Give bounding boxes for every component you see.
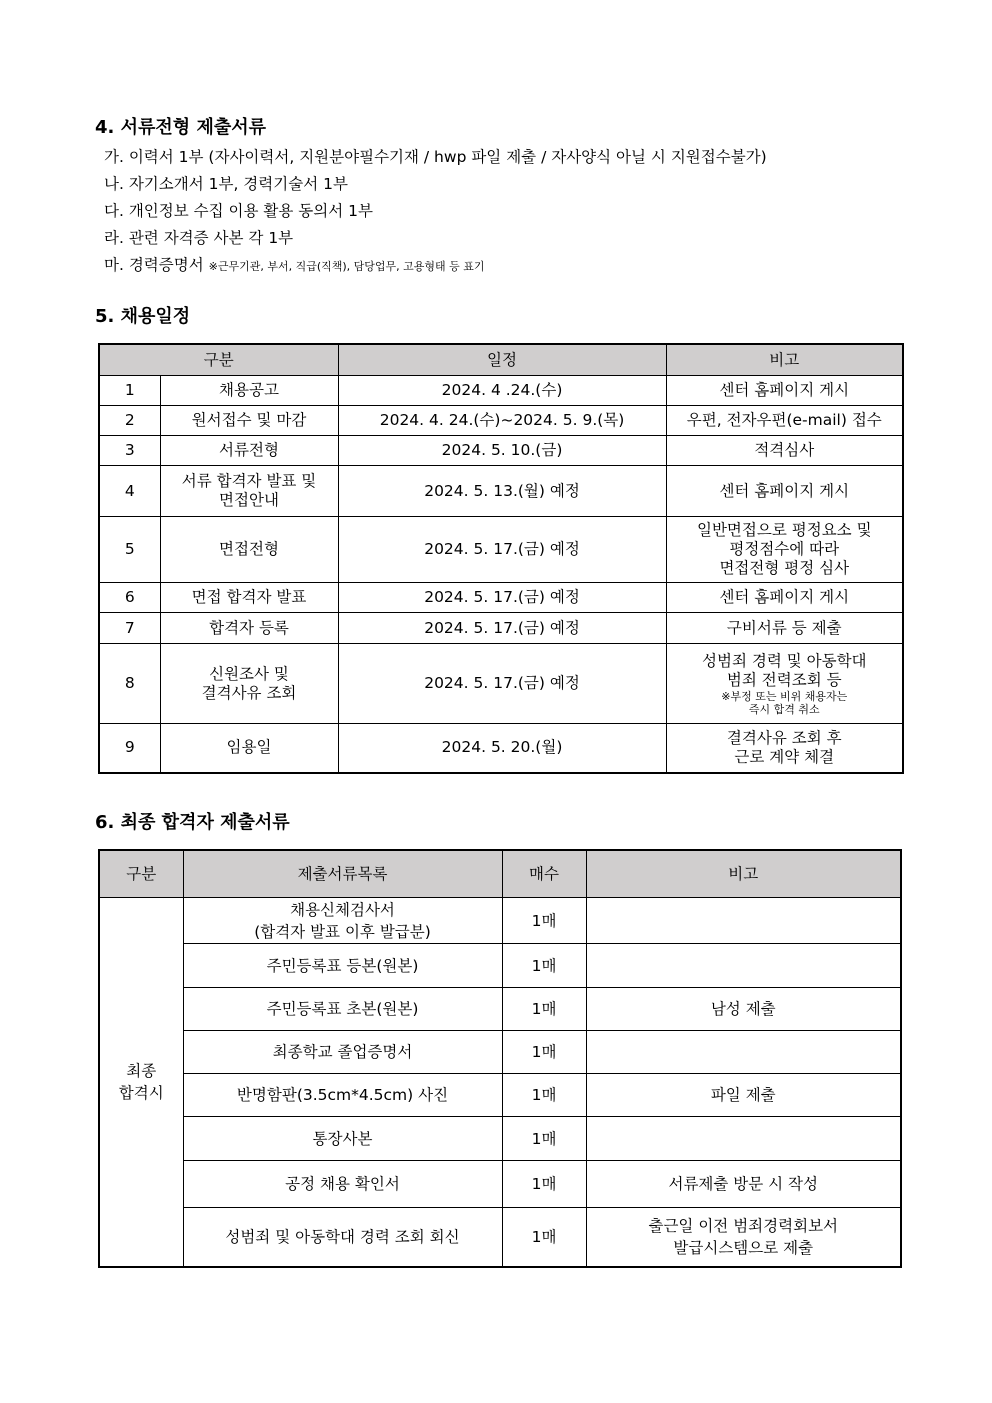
document-line: 반명함판(3.5cm*4.5cm) 사진 xyxy=(236,1086,449,1104)
document-count: 1매 xyxy=(502,1117,586,1161)
document-count: 1매 xyxy=(502,1031,586,1074)
document-name xyxy=(183,988,502,1031)
table-row xyxy=(99,517,903,583)
list-item-text: 가. 이력서 1부 (자사이력서, 지원분야필수기재 / hwp 파일 제출 / 자사양식 아닐 시 지원접수불가) xyxy=(104,148,767,166)
document-note xyxy=(586,1031,901,1074)
table-row xyxy=(99,898,901,944)
document-note-line: 출근일 이전 범죄경력회보서 xyxy=(648,1216,839,1235)
row-note xyxy=(666,376,903,406)
row-item xyxy=(160,583,338,613)
schedule-body xyxy=(99,376,903,773)
row-note-line: 적격심사 xyxy=(754,441,815,459)
row-item-line: 신원조사 및 xyxy=(209,664,289,683)
header-note: 비고 xyxy=(666,344,903,376)
row-item-line: 원서접수 및 마감 xyxy=(191,411,307,429)
row-note-line: 우편, 전자우편(e-mail) 접수 xyxy=(686,411,882,429)
row-date: 2024. 5. 20.(월) xyxy=(338,724,666,773)
document-line: 성범죄 및 아동학대 경력 조회 회신 xyxy=(225,1227,460,1246)
document-note xyxy=(586,898,901,944)
row-date: 2024. 5. 13.(월) 예정 xyxy=(338,466,666,517)
list-item xyxy=(104,253,767,280)
category-line: 합격시 xyxy=(118,1083,164,1102)
document-count: 1매 xyxy=(502,944,586,988)
documents-table xyxy=(98,849,902,1268)
row-note xyxy=(666,613,903,644)
document-name xyxy=(183,1117,502,1161)
row-note xyxy=(666,517,903,583)
list-item xyxy=(104,172,767,199)
document-count: 1매 xyxy=(502,1074,586,1117)
row-number: 8 xyxy=(99,644,160,724)
table-row xyxy=(99,406,903,436)
section6-title: 6. 최종 합격자 제출서류 xyxy=(95,812,290,833)
document-note xyxy=(586,944,901,988)
category-line: 최종 xyxy=(126,1061,157,1080)
table-row xyxy=(99,944,901,988)
list-item-text: 마. 경력증명서 xyxy=(104,256,204,274)
row-date: 2024. 5. 17.(금) 예정 xyxy=(338,644,666,724)
document-note xyxy=(586,1208,901,1267)
table-row xyxy=(99,988,901,1031)
row-date: 2024. 4 .24.(수) xyxy=(338,376,666,406)
table-row xyxy=(99,613,903,644)
row-note-small: ※부정 또는 비위 채용자는 xyxy=(721,689,848,703)
document-line: (합격자 발표 이후 발급분) xyxy=(254,922,431,941)
row-note xyxy=(666,406,903,436)
row-item xyxy=(160,406,338,436)
header-count: 매수 xyxy=(502,850,586,898)
row-number: 7 xyxy=(99,613,160,644)
row-item xyxy=(160,724,338,773)
document-name xyxy=(183,1074,502,1117)
row-date: 2024. 5. 10.(금) xyxy=(338,436,666,466)
document-note xyxy=(586,1161,901,1208)
row-item xyxy=(160,644,338,724)
table-header-row xyxy=(99,344,903,376)
row-note-line: 일반면접으로 평정요소 및 xyxy=(696,521,872,539)
row-item xyxy=(160,376,338,406)
document-line: 공정 채용 확인서 xyxy=(285,1175,400,1193)
schedule-table xyxy=(98,343,904,774)
row-note-line: 성범죄 경력 및 아동학대 xyxy=(702,651,867,670)
table-row xyxy=(99,644,903,724)
row-item-line: 면접안내 xyxy=(219,491,279,509)
section5-title: 5. 채용일정 xyxy=(95,306,191,327)
document-count: 1매 xyxy=(502,988,586,1031)
row-date: 2024. 5. 17.(금) 예정 xyxy=(338,613,666,644)
row-date: 2024. 4. 24.(수)~2024. 5. 9.(목) xyxy=(338,406,666,436)
row-item-line: 채용공고 xyxy=(219,381,279,399)
table-header-row xyxy=(99,850,901,898)
row-note-line: 센터 홈페이지 게시 xyxy=(719,381,850,399)
table-row xyxy=(99,1208,901,1267)
section4-title: 4. 서류전형 제출서류 xyxy=(95,117,266,138)
document-note xyxy=(586,1117,901,1161)
row-note xyxy=(666,436,903,466)
row-number: 1 xyxy=(99,376,160,406)
document-name xyxy=(183,1208,502,1267)
row-item-line: 임용일 xyxy=(226,738,272,757)
table-row xyxy=(99,1161,901,1208)
row-item-line: 면접전형 xyxy=(219,540,279,558)
row-note-line: 결격사유 조회 후 xyxy=(726,728,842,747)
document-note xyxy=(586,1074,901,1117)
table-row xyxy=(99,376,903,406)
table-row xyxy=(99,1117,901,1161)
table-row xyxy=(99,724,903,773)
row-note-line: 범죄 전력조회 등 xyxy=(726,670,842,689)
table-row xyxy=(99,583,903,613)
document-note-line: 파일 제출 xyxy=(710,1086,776,1104)
row-number: 2 xyxy=(99,406,160,436)
header-note: 비고 xyxy=(586,850,901,898)
category-cell xyxy=(99,898,183,1267)
document-count: 1매 xyxy=(502,1161,586,1208)
row-item-line: 서류 합격자 발표 및 xyxy=(181,472,317,490)
list-item-text: 다. 개인정보 수집 이용 활용 동의서 1부 xyxy=(104,202,373,220)
row-item xyxy=(160,613,338,644)
document-note-line: 서류제출 방문 시 작성 xyxy=(668,1175,819,1193)
row-note-line: 면접전형 평정 심사 xyxy=(719,559,850,577)
row-item xyxy=(160,466,338,517)
list-item-text: 나. 자기소개서 1부, 경력기술서 1부 xyxy=(104,175,348,193)
row-note xyxy=(666,724,903,773)
document-line: 통장사본 xyxy=(312,1129,373,1148)
document-line: 최종학교 졸업증명서 xyxy=(272,1043,413,1061)
list-item xyxy=(104,226,767,253)
list-item xyxy=(104,145,767,172)
table-row xyxy=(99,466,903,517)
row-date: 2024. 5. 17.(금) 예정 xyxy=(338,517,666,583)
header-documents: 제출서류목록 xyxy=(183,850,502,898)
row-note-small: 즉시 합격 취소 xyxy=(748,702,820,716)
document-name xyxy=(183,1161,502,1208)
table-row xyxy=(99,1031,901,1074)
row-date: 2024. 5. 17.(금) 예정 xyxy=(338,583,666,613)
document-name xyxy=(183,898,502,944)
table-row xyxy=(99,436,903,466)
row-note-line: 센터 홈페이지 게시 xyxy=(719,481,850,500)
header-category: 구분 xyxy=(99,344,338,376)
document-name xyxy=(183,1031,502,1074)
document-line: 주민등록표 초본(원본) xyxy=(266,1000,419,1018)
document-line: 주민등록표 등본(원본) xyxy=(266,956,419,975)
row-number: 6 xyxy=(99,583,160,613)
documents-body xyxy=(99,898,901,1267)
row-item xyxy=(160,517,338,583)
document-name xyxy=(183,944,502,988)
row-item-line: 합격자 등록 xyxy=(209,618,289,637)
list-item-note: ※근무기관, 부서, 직급(직책), 담당업무, 고용형태 등 표기 xyxy=(208,260,485,273)
row-note-line: 평정점수에 따라 xyxy=(729,540,840,558)
document-note xyxy=(586,988,901,1031)
row-number: 3 xyxy=(99,436,160,466)
section4-list xyxy=(104,145,767,280)
row-item-line: 결격사유 조회 xyxy=(201,683,297,702)
row-note xyxy=(666,466,903,517)
row-number: 9 xyxy=(99,724,160,773)
document-count: 1매 xyxy=(502,898,586,944)
row-item xyxy=(160,436,338,466)
row-note xyxy=(666,583,903,613)
row-note-line: 센터 홈페이지 게시 xyxy=(719,588,850,606)
row-number: 4 xyxy=(99,466,160,517)
row-number: 5 xyxy=(99,517,160,583)
header-date: 일정 xyxy=(338,344,666,376)
list-item xyxy=(104,199,767,226)
row-note-line: 근로 계약 체결 xyxy=(734,747,835,766)
document-count: 1매 xyxy=(502,1208,586,1267)
list-item-text: 라. 관련 자격증 사본 각 1부 xyxy=(104,229,294,247)
document-line: 채용신체검사서 xyxy=(290,900,395,919)
document-note-line: 남성 제출 xyxy=(710,1000,776,1018)
header-category: 구분 xyxy=(99,850,183,898)
table-row xyxy=(99,1074,901,1117)
row-item-line: 면접 합격자 발표 xyxy=(191,588,307,606)
row-item-line: 서류전형 xyxy=(219,441,279,459)
document-note-line: 발급시스템으로 제출 xyxy=(673,1238,814,1257)
row-note-line: 구비서류 등 제출 xyxy=(726,618,842,637)
row-note xyxy=(666,644,903,724)
